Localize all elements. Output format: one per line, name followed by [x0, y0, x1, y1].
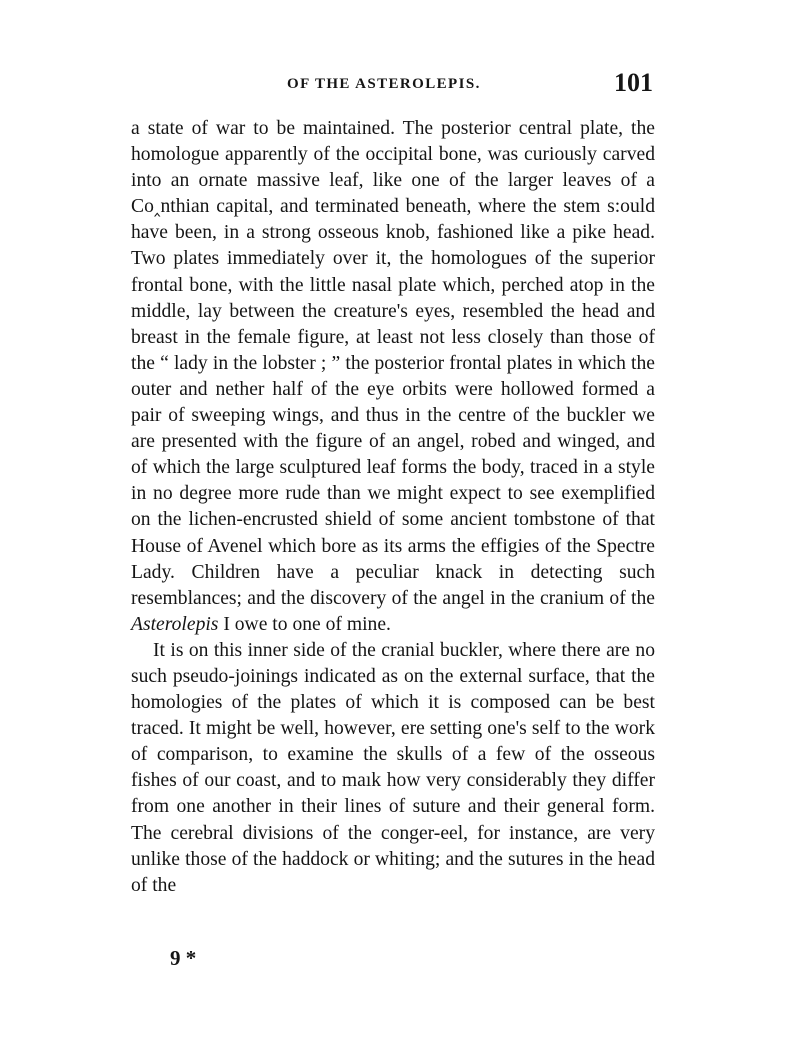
italic-genus-name: Asterolepis [131, 613, 219, 635]
paragraph-continued [131, 116, 655, 638]
paragraph-text: a state of war to be maintained. The posterior central plate, the homologue apparently of the occipital bone, was curiously carved into an ornate massive leaf, like one of the larger leaves of a Co‸nthian capital, and terminated beneath, where the stem s:ould have been, in a strong osseous knob, fashioned like a pike head. Two plates immediately over it, the homologues of the superior frontal bone, with the little nasal plate which, perched atop in the middle, lay between the creature's eyes, resembled the head and breast in the female figure, at least not less closely than those of the “ lady in the lobster ; ” the posterior frontal plates in which the outer and nether half of the eye orbits were hollowed formed a pair of sweeping wings, and thus in the centre of the buckler we are presented with the figure of an angel, robed and winged, and of which the large sculptured leaf forms the body, traced in a style in no degree more rude than we might expect to see exemplified on the lichen-encrusted shield of some ancient tombstone of that House of Avenel which bore as its arms the effigies of the Spectre Lady. Children have a peculiar knack in detecting such resemblances; and the discovery of the angel in the cranium of the [131, 118, 655, 609]
running-title: OF THE ASTEROLEPIS. [287, 76, 481, 92]
paragraph: It is on this inner side of the cranial buckler, where there are no such pseudo-joinings indicated as on the external surface, that the homologies of the plates of which it is composed can be best traced. It might be well, however, ere setting one's self to the work of comparison, to examine the skulls of a few of the osseous fishes of our coast, and to maık how very considerably they differ from one another in their lines of suture and their general form. The cerebral divisions of the conger-eel, for instance, are very unlike those of the haddock or whiting; and the sutures in the head of the [131, 639, 655, 896]
body-text [131, 116, 655, 899]
page-number: 101 [614, 68, 653, 97]
paragraph-text: I owe to one of mine. [218, 613, 391, 635]
running-header [131, 66, 655, 102]
signature-mark: 9 * [170, 946, 197, 970]
book-page [131, 66, 655, 899]
